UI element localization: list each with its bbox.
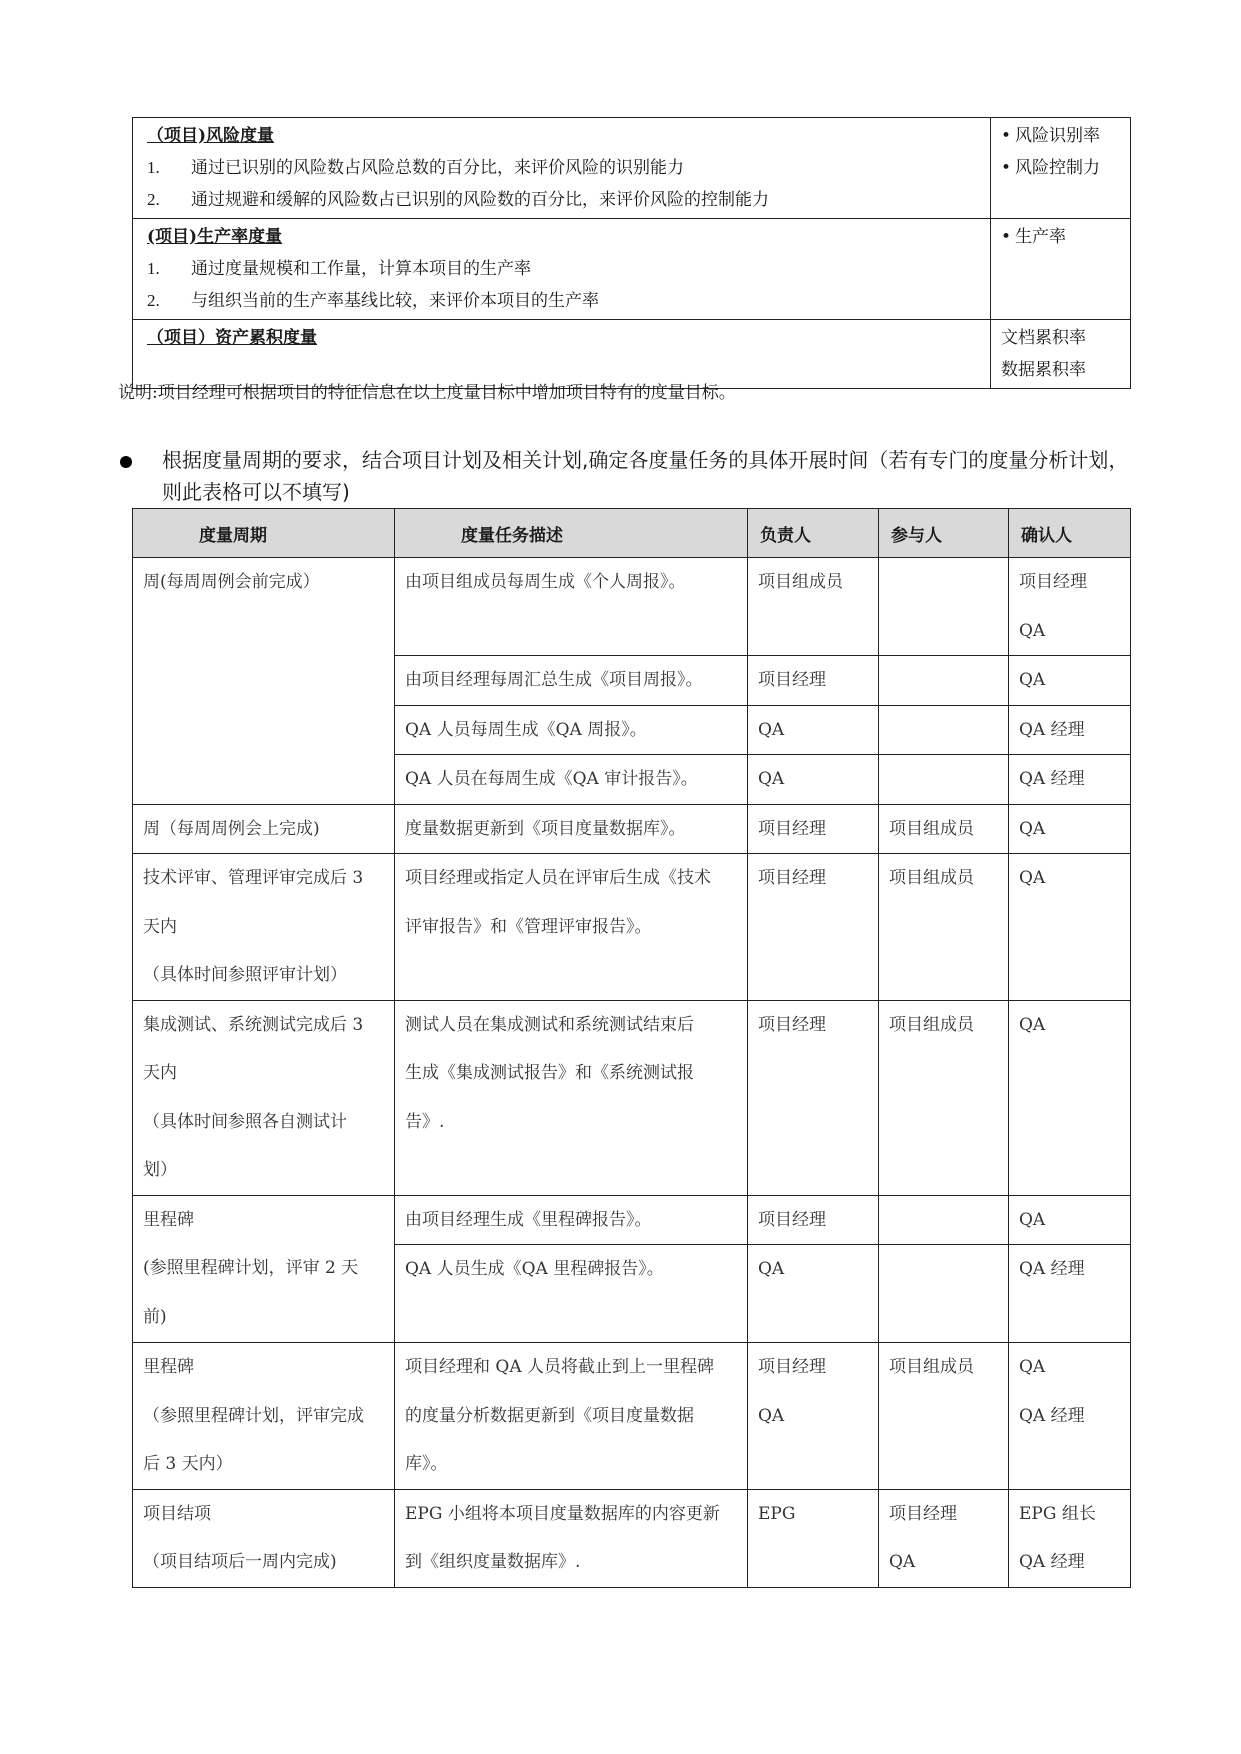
cell-line: 由项目组成员每周生成《个人周报》。 <box>405 572 686 592</box>
cell-line: EPG 小组将本项目度量数据库的内容更新 <box>405 1503 720 1524</box>
cell-line: EPG 组长 <box>1019 1503 1096 1524</box>
metric-names-cell <box>991 118 1131 219</box>
schedule-row <box>133 558 1131 656</box>
cell-line: 后 3 天内） <box>143 1454 233 1474</box>
participant-cell <box>879 804 1009 854</box>
confirmer-cell <box>1009 1343 1131 1490</box>
cell-line: 划） <box>143 1160 177 1180</box>
bullet-dot-icon <box>120 456 132 468</box>
owner-cell <box>748 1195 879 1245</box>
metric-name: 数据累积率 <box>1001 360 1086 380</box>
metric-title: （项目)风险度量 <box>147 126 275 146</box>
cell-line: 由项目经理每周汇总生成《项目周报》。 <box>405 670 703 690</box>
confirmer-cell <box>1009 854 1131 1001</box>
measurement-schedule-table <box>132 508 1131 1588</box>
cell-line: 库》。 <box>405 1454 448 1474</box>
participant-cell <box>879 755 1009 805</box>
cell-line: QA <box>1019 868 1046 888</box>
cell-line: QA 经理 <box>1019 719 1085 740</box>
period-cell <box>133 1000 395 1195</box>
cell-line: QA <box>1019 1357 1046 1377</box>
cell-line: QA <box>1019 818 1046 839</box>
task-description-cell <box>395 1343 748 1490</box>
schedule-row <box>133 854 1131 1001</box>
header-participant: 参与人 <box>879 509 1009 558</box>
cell-line <box>405 607 737 656</box>
cell-line: QA 经理 <box>1019 1405 1085 1426</box>
task-description-cell <box>395 656 748 706</box>
metric-item-text: 通过已识别的风险数占风险总数的百分比，来评价风险的识别能力 <box>191 158 684 178</box>
cell-line: 项目结项 <box>143 1503 211 1524</box>
task-description-cell <box>395 755 748 805</box>
schedule-row <box>133 1195 1131 1245</box>
metrics-row <box>133 118 1131 219</box>
metric-item-number: 1. <box>147 158 160 177</box>
metric-item-text: 通过规避和缓解的风险数占已识别的风险数的百分比，来评价风险的控制能力 <box>191 190 769 210</box>
metric-item-number: 1. <box>147 259 160 278</box>
bullet-icon: • <box>1001 227 1012 247</box>
cell-line: 项目经理 <box>758 1209 826 1230</box>
task-description-cell <box>395 558 748 656</box>
cell-line: 评审报告》和《管理评审报告》。 <box>405 916 652 937</box>
period-cell <box>133 1489 395 1587</box>
owner-cell <box>748 755 879 805</box>
metric-names-cell <box>991 320 1131 389</box>
cell-line: （具体时间参照评审计划） <box>143 965 347 985</box>
header-confirmer: 确认人 <box>1009 509 1131 558</box>
cell-line: QA 经理 <box>1019 1552 1085 1572</box>
participant-cell <box>879 1343 1009 1490</box>
cell-line: QA <box>758 769 785 789</box>
cell-line: QA <box>758 719 785 740</box>
cell-line: 项目组成员 <box>889 1357 974 1377</box>
header-period: 度量周期 <box>133 509 395 558</box>
cell-line: 天内 <box>143 1063 177 1083</box>
cell-line: 项目经理 <box>758 670 826 690</box>
cell-line: 到《组织度量数据库》. <box>405 1552 581 1572</box>
metric-item-number: 2. <box>147 190 160 209</box>
cell-line: QA <box>1019 1209 1046 1230</box>
cell-line: （具体时间参照各自测试计 <box>143 1111 347 1132</box>
schedule-row <box>133 1000 1131 1195</box>
period-cell <box>133 1195 395 1343</box>
metric-objective-cell <box>133 118 991 219</box>
table-note: 说明:项目经理可根据项目的特征信息在以上度量目标中增加项目特有的度量目标。 <box>118 383 736 403</box>
owner-cell <box>748 705 879 755</box>
metric-name <box>1001 152 1120 184</box>
cell-line: 里程碑 <box>143 1209 194 1230</box>
cell-line: 项目组成员 <box>889 818 974 839</box>
cell-line: 项目组成员 <box>889 1014 974 1035</box>
cell-line: 项目经理和 QA 人员将截止到上一里程碑 <box>405 1357 715 1377</box>
confirmer-cell <box>1009 1489 1131 1587</box>
confirmer-cell <box>1009 558 1131 656</box>
confirmer-cell <box>1009 755 1131 805</box>
cell-line: 项目组成员 <box>758 572 843 592</box>
cell-line: 告》. <box>405 1111 445 1132</box>
participant-cell <box>879 1000 1009 1195</box>
metrics-row <box>133 320 1131 389</box>
cell-line: 项目经理 <box>758 818 826 839</box>
schedule-row <box>133 1489 1131 1587</box>
metric-name <box>1001 120 1120 152</box>
metric-name <box>1001 221 1120 253</box>
metric-objective-cell <box>133 320 991 389</box>
schedule-row <box>133 1343 1131 1490</box>
cell-line: QA 人员每周生成《QA 周报》。 <box>405 719 647 740</box>
cell-line: QA <box>889 1552 916 1572</box>
cell-line <box>405 1294 737 1343</box>
cell-line: 生成《集成测试报告》和《系统测试报 <box>405 1063 694 1083</box>
period-cell <box>133 558 395 805</box>
metric-name-text: 风险控制力 <box>1015 158 1100 178</box>
period-cell <box>133 854 395 1001</box>
cell-line: QA 人员生成《QA 里程碑报告》。 <box>405 1259 664 1279</box>
task-description-cell <box>395 1245 748 1343</box>
cell-line: 周(每周周例会前完成） <box>143 572 320 592</box>
cell-line: 的度量分析数据更新到《项目度量数据 <box>405 1405 694 1426</box>
schedule-row <box>133 804 1131 854</box>
schedule-header-row <box>133 509 1131 558</box>
cell-line: 里程碑 <box>143 1357 194 1377</box>
cell-line: 项目组成员 <box>889 868 974 888</box>
bullet-icon: • <box>1001 158 1012 178</box>
cell-line: QA <box>758 1405 785 1426</box>
cell-line: 项目经理 <box>1019 572 1087 592</box>
confirmer-cell <box>1009 705 1131 755</box>
header-task-description: 度量任务描述 <box>395 509 748 558</box>
participant-cell <box>879 558 1009 656</box>
cell-line: 技术评审、管理评审完成后 3 <box>143 868 364 888</box>
owner-cell <box>748 1000 879 1195</box>
cell-line: QA <box>1019 1014 1046 1035</box>
participant-cell <box>879 854 1009 1001</box>
owner-cell <box>748 804 879 854</box>
confirmer-cell <box>1009 656 1131 706</box>
cell-line: QA <box>1019 670 1046 690</box>
cell-line: 项目经理 <box>758 1014 826 1035</box>
task-description-cell <box>395 1000 748 1195</box>
metrics-row <box>133 219 1131 320</box>
cell-line: 前) <box>143 1306 167 1327</box>
owner-cell <box>748 1343 879 1490</box>
header-owner: 负责人 <box>748 509 879 558</box>
metric-names-cell <box>991 219 1131 320</box>
cell-line: 项目经理 <box>758 1357 826 1377</box>
participant-cell <box>879 1195 1009 1245</box>
period-cell <box>133 1343 395 1490</box>
participant-cell <box>879 1489 1009 1587</box>
metric-item <box>147 184 980 216</box>
task-description-cell <box>395 1195 748 1245</box>
cell-line: QA <box>1019 620 1046 641</box>
cell-line: （项目结项后一周内完成) <box>143 1552 337 1572</box>
cell-line: 周（每周周例会上完成) <box>143 818 320 839</box>
cell-line: （参照里程碑计划，评审完成 <box>143 1405 364 1426</box>
cell-line: 由项目经理生成《里程碑报告》。 <box>405 1209 652 1230</box>
confirmer-cell <box>1009 1000 1131 1195</box>
metric-objective-cell <box>133 219 991 320</box>
participant-cell <box>879 705 1009 755</box>
metric-item <box>147 285 980 317</box>
cell-line: 项目经理 <box>889 1503 957 1524</box>
metric-item-number: 2. <box>147 291 160 310</box>
cell-line: 测试人员在集成测试和系统测试结束后 <box>405 1014 694 1035</box>
owner-cell <box>748 1245 879 1343</box>
metric-item-text: 与组织当前的生产率基线比较，来评价本项目的生产率 <box>191 291 599 311</box>
participant-cell <box>879 1245 1009 1343</box>
metric-title: (项目)生产率度量 <box>147 227 283 247</box>
metric-item <box>147 253 980 285</box>
task-description-cell <box>395 804 748 854</box>
cell-line: 集成测试、系统测试完成后 3 <box>143 1014 364 1035</box>
confirmer-cell <box>1009 804 1131 854</box>
participant-cell <box>879 656 1009 706</box>
bullet-paragraph <box>118 444 1148 508</box>
metric-item <box>147 152 980 184</box>
metric-title: （项目）资产累积度量 <box>147 328 317 348</box>
bullet-text: 根据度量周期的要求，结合项目计划及相关计划,确定各度量任务的具体开展时间（若有专门的度量分析计划，则此表格可以不填写) <box>162 448 1129 504</box>
confirmer-cell <box>1009 1245 1131 1343</box>
cell-line: 天内 <box>143 916 177 937</box>
task-description-cell <box>395 1489 748 1587</box>
owner-cell <box>748 1489 879 1587</box>
cell-line: QA 人员在每周生成《QA 审计报告》。 <box>405 769 698 789</box>
owner-cell <box>748 656 879 706</box>
metrics-objectives-table <box>132 117 1131 389</box>
cell-line: QA 经理 <box>1019 1259 1085 1279</box>
task-description-cell <box>395 854 748 1001</box>
metric-name-text: 生产率 <box>1015 227 1066 247</box>
owner-cell <box>748 558 879 656</box>
metric-name: 文档累积率 <box>1001 328 1086 348</box>
bullet-icon: • <box>1001 126 1012 146</box>
cell-line: 项目经理或指定人员在评审后生成《技术 <box>405 868 711 888</box>
metric-name-text: 风险识别率 <box>1015 126 1100 146</box>
period-cell <box>133 804 395 854</box>
task-description-cell <box>395 705 748 755</box>
cell-line: QA 经理 <box>1019 769 1085 789</box>
cell-line: 度量数据更新到《项目度量数据库》。 <box>405 818 686 839</box>
cell-line: QA <box>758 1259 785 1279</box>
metric-item-text: 通过度量规模和工作量，计算本项目的生产率 <box>191 259 531 279</box>
cell-line: (参照里程碑计划，评审 2 天 <box>143 1258 359 1278</box>
confirmer-cell <box>1009 1195 1131 1245</box>
owner-cell <box>748 854 879 1001</box>
cell-line: 项目经理 <box>758 868 826 888</box>
cell-line: EPG <box>758 1503 796 1524</box>
